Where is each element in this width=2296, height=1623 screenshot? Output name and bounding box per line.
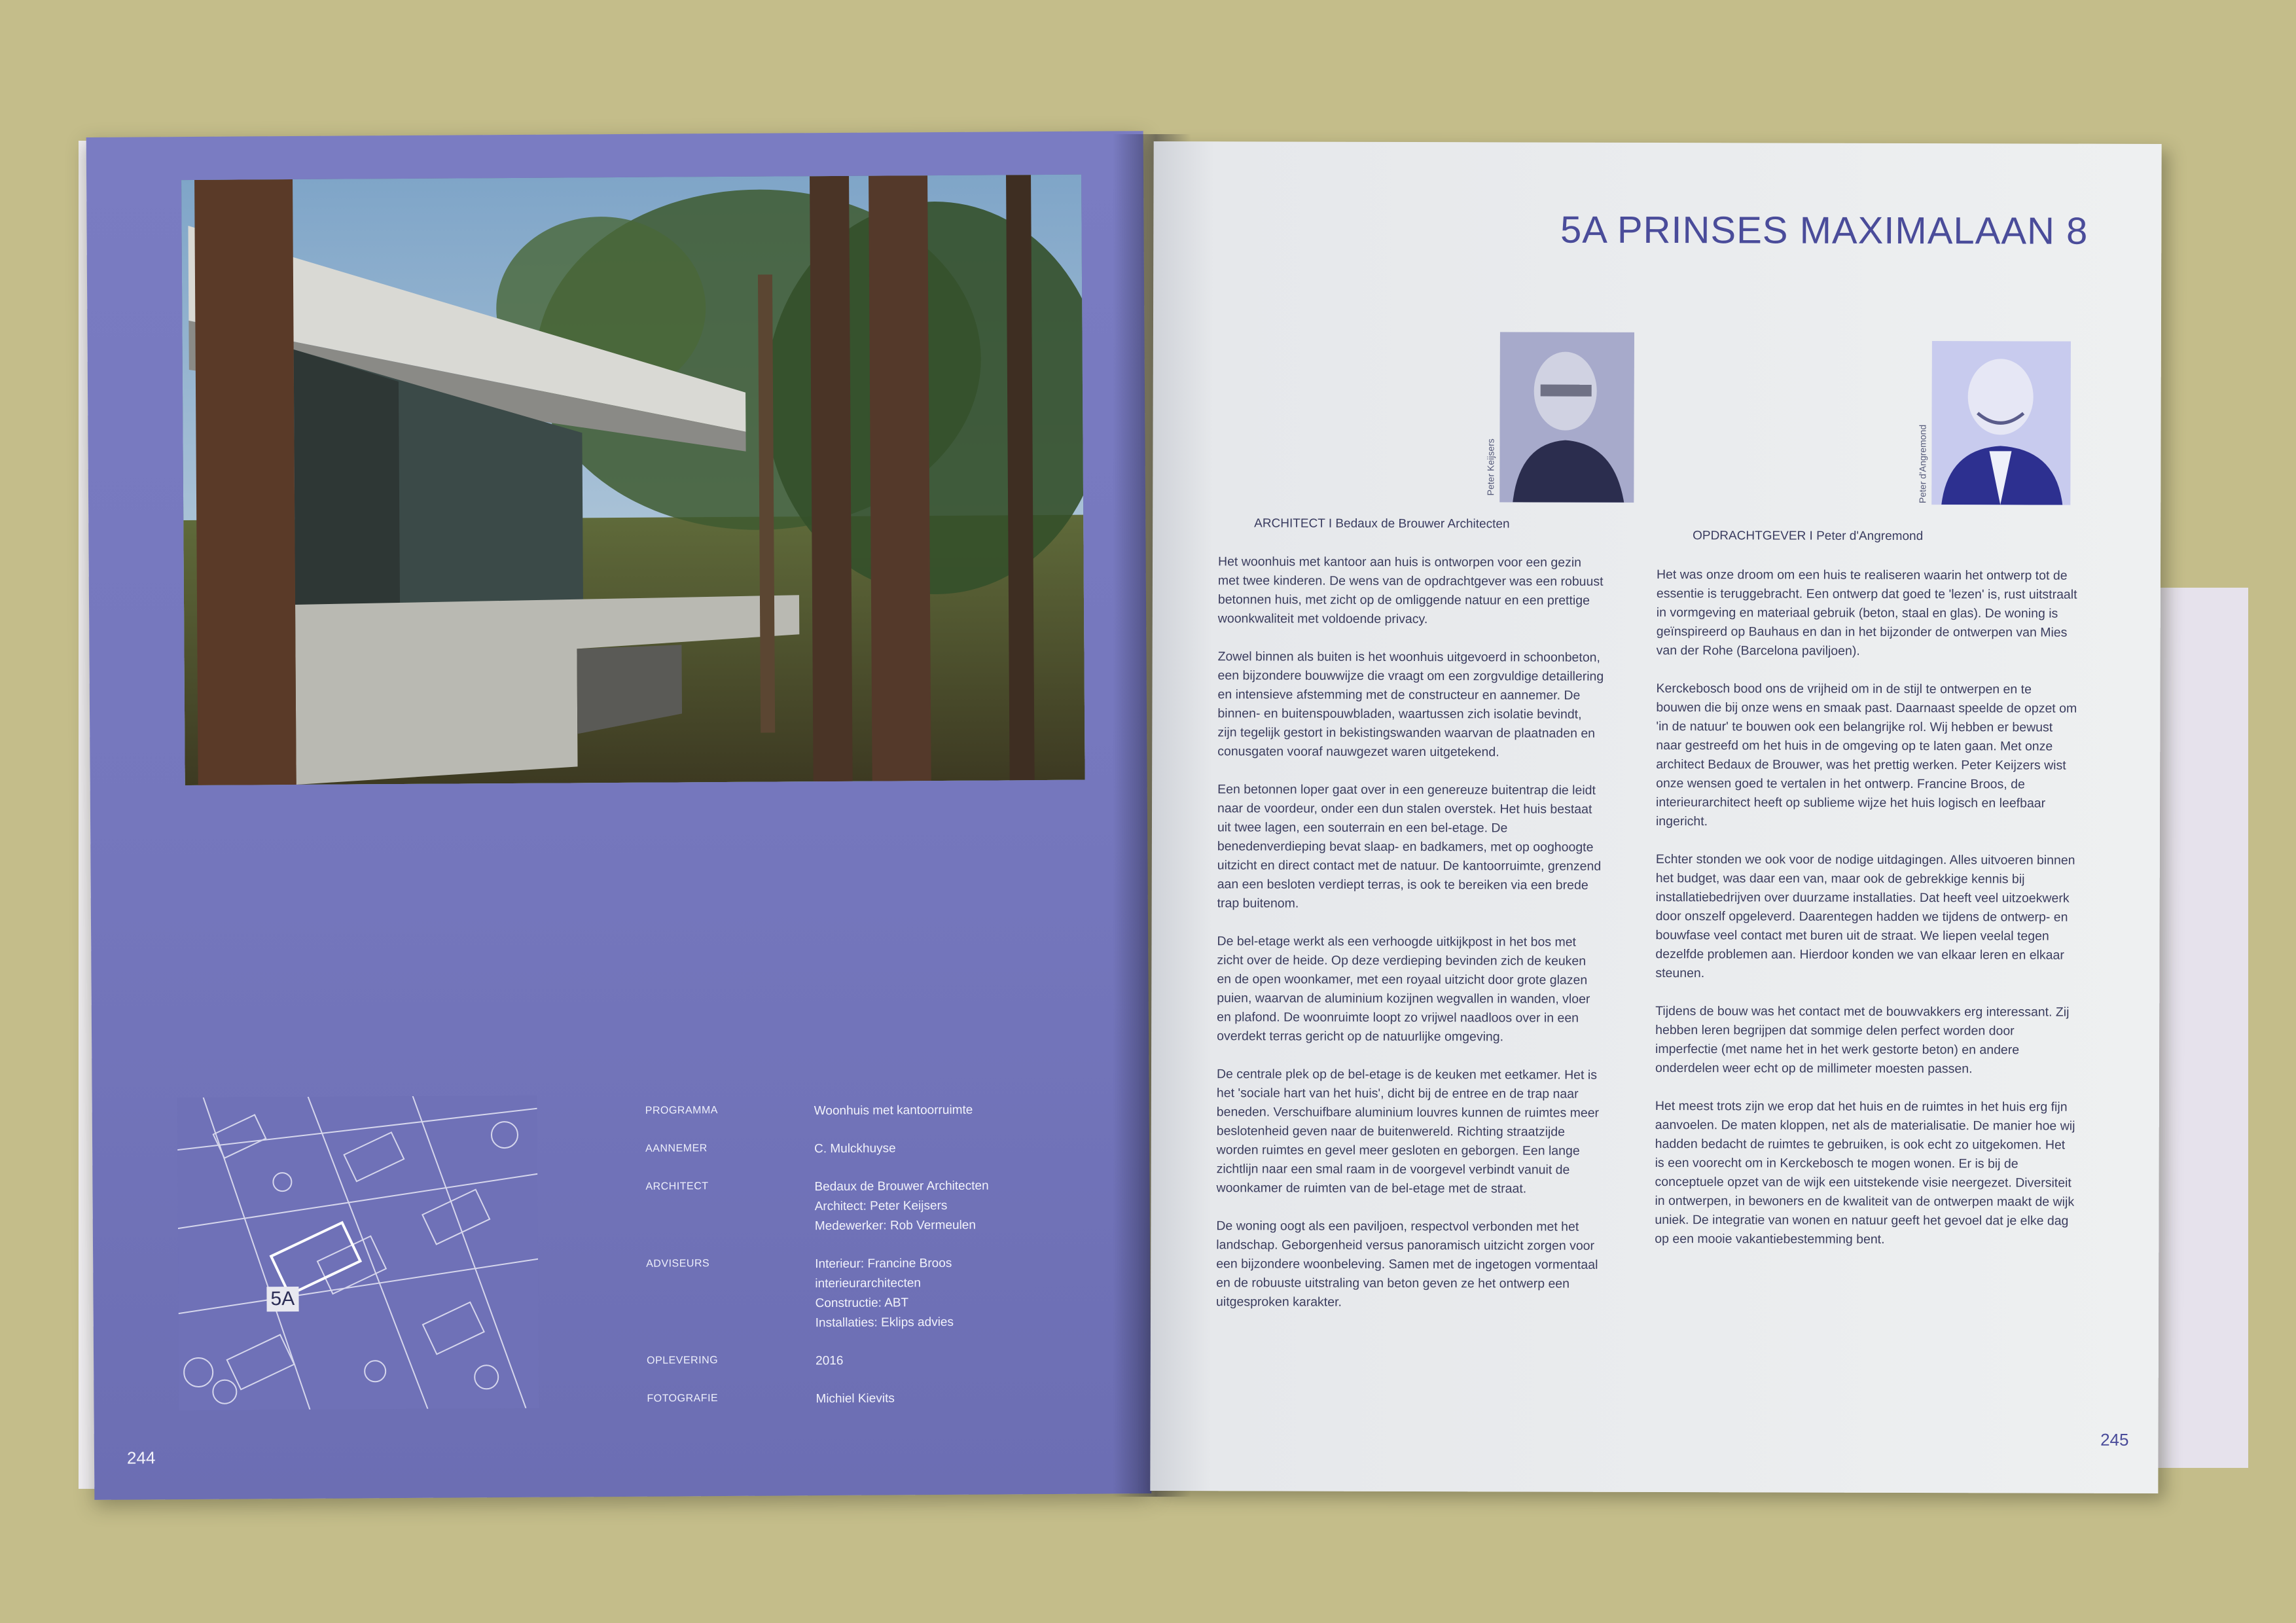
info-row-oplevering: [647, 1349, 1105, 1368]
info-key: AANNEMER: [645, 1143, 708, 1154]
paragraph: De bel-etage werkt als een verhoogde uitkijkpost in het bos met zicht over de heide. Op deze verdieping bevinden zich de keuken en de open woonkamer, met een royaal uitzicht door grote glazen puien, waarvan de aluminium kozijnen wegvallen in wanden, vloer en plafond. De woonruimte loopt zo vrijwel naadloos over in een overdekt terras gericht op de natuurlijke omgeving.: [1217, 934, 1590, 1044]
info-value: Woonhuis met kantoorruimte: [814, 1103, 973, 1118]
portrait-1-caption: Peter Keijsers: [1485, 438, 1496, 496]
role-client: OPDRACHTGEVER I Peter d'Angremond: [1693, 529, 1924, 544]
architect-text-column: [1216, 552, 1604, 1332]
info-row-architect: [645, 1175, 1103, 1234]
paragraph: De woning oogt als een paviljoen, respectvol verbonden met het landschap. Geborgenheid versus panoramisch uitzicht zorgen voor een bijzondere woonbeleving. Samen met de ingetogen vormentaal en de robuuste uitstraling van beton geven ze het ontwerp een uitgesproken karakter.: [1216, 1219, 1598, 1310]
project-info-table: [645, 1099, 1103, 1406]
paragraph: Het was onze droom om een huis te realiseren waarin het ontwerp tot de essentie is teruggebracht. Een ontwerp dat goed te 'lezen' is, rust uitstraalt in vormgeving en materiaal gebruik (beton, staal en glas). De woning is geïnspireerd op Bauhaus en dan in het bijzonder de ontwerpen van Mies van der Rohe (Barcelona paviljoen).: [1656, 567, 2077, 658]
paragraph: Een betonnen loper gaat over in een genereuze buitentrap die leidt naar de voordeur, onder een dun stalen overstek. Het huis bestaat uit twee lagen, een souterrain en een bel-etage. De benedenverdieping bevat slaap- en badkamers, met op ooghoogte uitzicht en direct contact met de natuur. De kantoorruimte, grenzend aan een besloten verdiept terras, is ook te bereiken via een brede trap buitenom.: [1217, 782, 1602, 911]
info-row-fotografie: [647, 1387, 1105, 1406]
left-page: [86, 131, 1152, 1500]
info-row-aannemer: [645, 1137, 1103, 1156]
portrait-architect: [1499, 332, 1634, 503]
role-architect: ARCHITECT I Bedaux de Brouwer Architecten: [1254, 516, 1510, 531]
paragraph: Zowel binnen als buiten is het woonhuis uitgevoerd in schoonbeton, een bijzondere bouwwijze die vraagt om een zorgvuldige detaillering en intensieve afstemming met de constructeur en aannemer. De binnen- en buitenspouwbladen, waartussen zich isolatie bevindt, zijn tegelijk gestort in bekistingswanden waarvan de plaatnaden en conusgaten vooraf nauwgezet waren uitgetekend.: [1217, 649, 1604, 760]
paragraph: Het meest trots zijn we erop dat het huis en de ruimtes in het huis erg fijn aanvoelen. De maten kloppen, net als de materialisatie. De manier hoe wij hadden bedacht de ruimtes te gebruiken, is ook echt zo uitgekomen. Het is een voorecht om in Kerckebosch te mogen wonen. Er is bij de conceptuele opzet van de wijk een uitstekende visie neergezet. Diversiteit in ontwerpen, in bewoners en de kwaliteit van de ontwerpen maakt de wijk uniek. De integratie van wonen en natuur geeft het gevoel dat je elke dag op een mooie vakantiebestemming bent.: [1655, 1098, 2075, 1247]
info-value: Interieur: Francine Broos interieurarchitecten Constructie: ABT Installaties: Eklips advies: [815, 1256, 954, 1330]
paragraph: Tijdens de bouw was het contact met de bouwvakkers erg interessant. Zij hebben leren begrijpen dat sommige delen perfect worden door imperfectie (met name het in het werk gestorte beton) en andere onderdelen weer echt op de millimeter moesten passen.: [1655, 1003, 2070, 1077]
info-key: PROGRAMMA: [645, 1105, 718, 1116]
location-map: [177, 1096, 539, 1410]
info-row-adviseurs: [646, 1253, 1104, 1330]
info-key: OPLEVERING: [647, 1355, 719, 1366]
page-number-left: 244: [126, 1448, 156, 1468]
portrait-client: [1931, 341, 2071, 505]
info-value: C. Mulckhuyse: [814, 1141, 896, 1156]
right-page: [1150, 141, 2161, 1493]
paragraph: Echter stonden we ook voor de nodige uitdagingen. Alles uitvoeren binnen het budget, was daar een van, maar ook de gebrekkige kennis bij installatiebedrijven over duurzame installaties. Dat heeft veel uitzoekwerk door onszelf opgeleverd. Daarentegen hadden we tijdens de ontwerp- en bouwfase veel contact met buren uit de straat. We liepen veelal tegen dezelfde problemen aan. Hierdoor konden we van elkaar leren en elkaar steunen.: [1655, 851, 2075, 981]
paragraph: Het woonhuis met kantoor aan huis is ontworpen voor een gezin met twee kinderen. De wens van de opdrachtgever was een robuust betonnen huis, met zicht op de omliggende natuur en een prettige woonkwaliteit met voldoende privacy.: [1217, 554, 1604, 627]
page-title: 5A PRINSES MAXIMALAAN 8: [1560, 208, 2089, 253]
map-plot-label: 5A: [266, 1287, 298, 1311]
info-key: FOTOGRAFIE: [647, 1393, 719, 1404]
house-photo: [181, 175, 1085, 785]
info-key: ADVISEURS: [646, 1258, 710, 1270]
info-row-programma: [645, 1099, 1103, 1118]
info-value: 2016: [816, 1353, 844, 1368]
info-value: Michiel Kievits: [816, 1391, 895, 1406]
portrait-2-caption: Peter d'Angremond: [1917, 424, 1928, 504]
paragraph: De centrale plek op de bel-etage is de keuken met eetkamer. Het is het 'sociale hart van het huis', dicht bij de entree en de trap naar beneden. Verschuifbare aluminium louvres kunnen de ruimtes meer beslotenheid geven naar de buitenwereld. Richting straatzijde worden ruimtes en gevel meer gesloten en geborgen. Een lange zichtlijn naar een smal raam in de voorgevel verbindt vanuit de woonkamer de ruimten van de bel-etage met de straat.: [1216, 1067, 1600, 1196]
client-text-column: [1655, 565, 2079, 1269]
info-value: Bedaux de Brouwer Architecten Architect: Peter Keijsers Medewerker: Rob Vermeulen: [814, 1179, 989, 1234]
paragraph: Kerckebosch bood ons de vrijheid om in de stijl te ontwerpen en te bouwen die bij onze wens en smaak past. Daarnaast speelde de opzet om 'in de natuur' te bouwen ook een belangrijke rol. Wij hebben er bewust naar gestreefd om het huis in de omgeving op te laten gaan. Met onze architect Bedaux de Brouwer, was het prettig werken. Peter Keijzers wist onze wensen goed te vertalen in het ontwerp. Francine Broos, de interieurarchitect heeft op sublieme wijze het huis logisch en leefbaar ingericht.: [1655, 681, 2077, 829]
info-key: ARCHITECT: [645, 1181, 709, 1192]
page-number-right: 245: [2100, 1429, 2129, 1450]
